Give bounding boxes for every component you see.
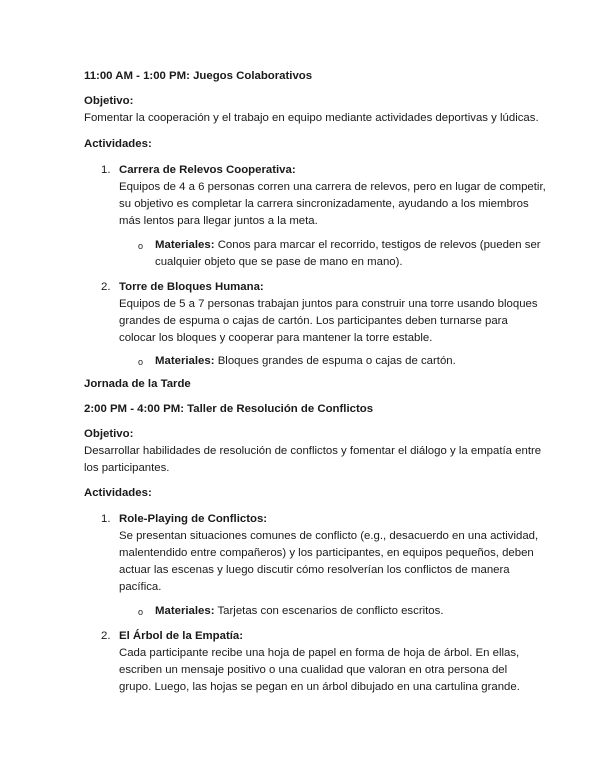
activity-desc-line: Equipos de 5 a 7 personas trabajan juntos para construir una torre usando bloques [119, 298, 538, 310]
session-heading: 2:00 PM - 4:00 PM: Taller de Resolución de Conflictos [84, 403, 374, 415]
materials-line [155, 603, 444, 620]
objective-label: Objetivo: [84, 95, 134, 107]
activity-desc-line: grupo. Luego, las hojas se pegan en un árbol dibujado en una cartulina grande. [119, 681, 520, 693]
section-heading: Jornada de la Tarde [84, 378, 191, 390]
activity-desc-line: grandes de espuma o cajas de cartón. Los participantes deben turnarse para [119, 315, 508, 327]
objective-text: Desarrollar habilidades de resolución de conflictos y fomentar el diálogo y la empatía entre [84, 445, 542, 457]
materials-line [155, 353, 456, 370]
activity-desc-line: pacífica. [119, 581, 162, 593]
session-heading: 11:00 AM - 1:00 PM: Juegos Colaborativos [84, 70, 313, 82]
activity-desc-line: Se presentan situaciones comunes de conflicto (e.g., desacuerdo en una actividad, [119, 530, 539, 542]
activity-title: El Árbol de la Empatía: [119, 630, 244, 642]
activity-desc-line: Cada participante recibe una hoja de papel en forma de hoja de árbol. En ellas, [119, 647, 520, 659]
objective-text: los participantes. [84, 462, 170, 474]
bullet-icon: o [138, 241, 144, 251]
activities-label: Actividades: [84, 487, 152, 499]
materials-line [155, 237, 541, 254]
activity-desc-line: Equipos de 4 a 6 personas corren una carrera de relevos, pero en lugar de competir, [119, 181, 546, 193]
bullet-icon: o [138, 357, 144, 367]
activity-desc-line: su objetivo es completar la carrera sincronizadamente, ayudando a los miembros [119, 198, 529, 210]
materials-text: Conos para marcar el recorrido, testigos de relevos (pueden ser [217, 239, 541, 251]
activity-title: Carrera de Relevos Cooperativa: [119, 164, 296, 176]
materials-label: Materiales: [155, 239, 215, 251]
materials-text: Tarjetas con escenarios de conflicto escritos. [217, 605, 444, 617]
materials-label: Materiales: [155, 605, 215, 617]
list-number: 2. [101, 630, 111, 642]
objective-label: Objetivo: [84, 428, 134, 440]
activity-title: Torre de Bloques Humana: [119, 281, 264, 293]
activities-label: Actividades: [84, 138, 152, 150]
activity-desc-line: malentendido entre compañeros) y los participantes, en equipos pequeños, deben [119, 547, 534, 559]
list-number: 1. [101, 164, 111, 176]
activity-desc-line: colocar los bloques y cooperar para mantener la torre estable. [119, 332, 433, 344]
list-number: 2. [101, 281, 111, 293]
objective-text: Fomentar la cooperación y el trabajo en equipo mediante actividades deportivas y lúdicas. [84, 112, 539, 124]
list-number: 1. [101, 513, 111, 525]
materials-label: Materiales: [155, 355, 215, 367]
materials-text: Bloques grandes de espuma o cajas de cartón. [217, 355, 456, 367]
activity-desc-line: más lentos para llegar juntos a la meta. [119, 215, 318, 227]
activity-desc-line: escriben un mensaje positivo o una cualidad que valoran en otra persona del [119, 664, 508, 676]
activity-desc-line: actuar las escenas y luego discutir cómo resolverían los conflictos de manera [119, 564, 510, 576]
materials-text: cualquier objeto que se pase de mano en mano). [155, 256, 403, 268]
bullet-icon: o [138, 607, 144, 617]
activity-title: Role-Playing de Conflictos: [119, 513, 268, 525]
